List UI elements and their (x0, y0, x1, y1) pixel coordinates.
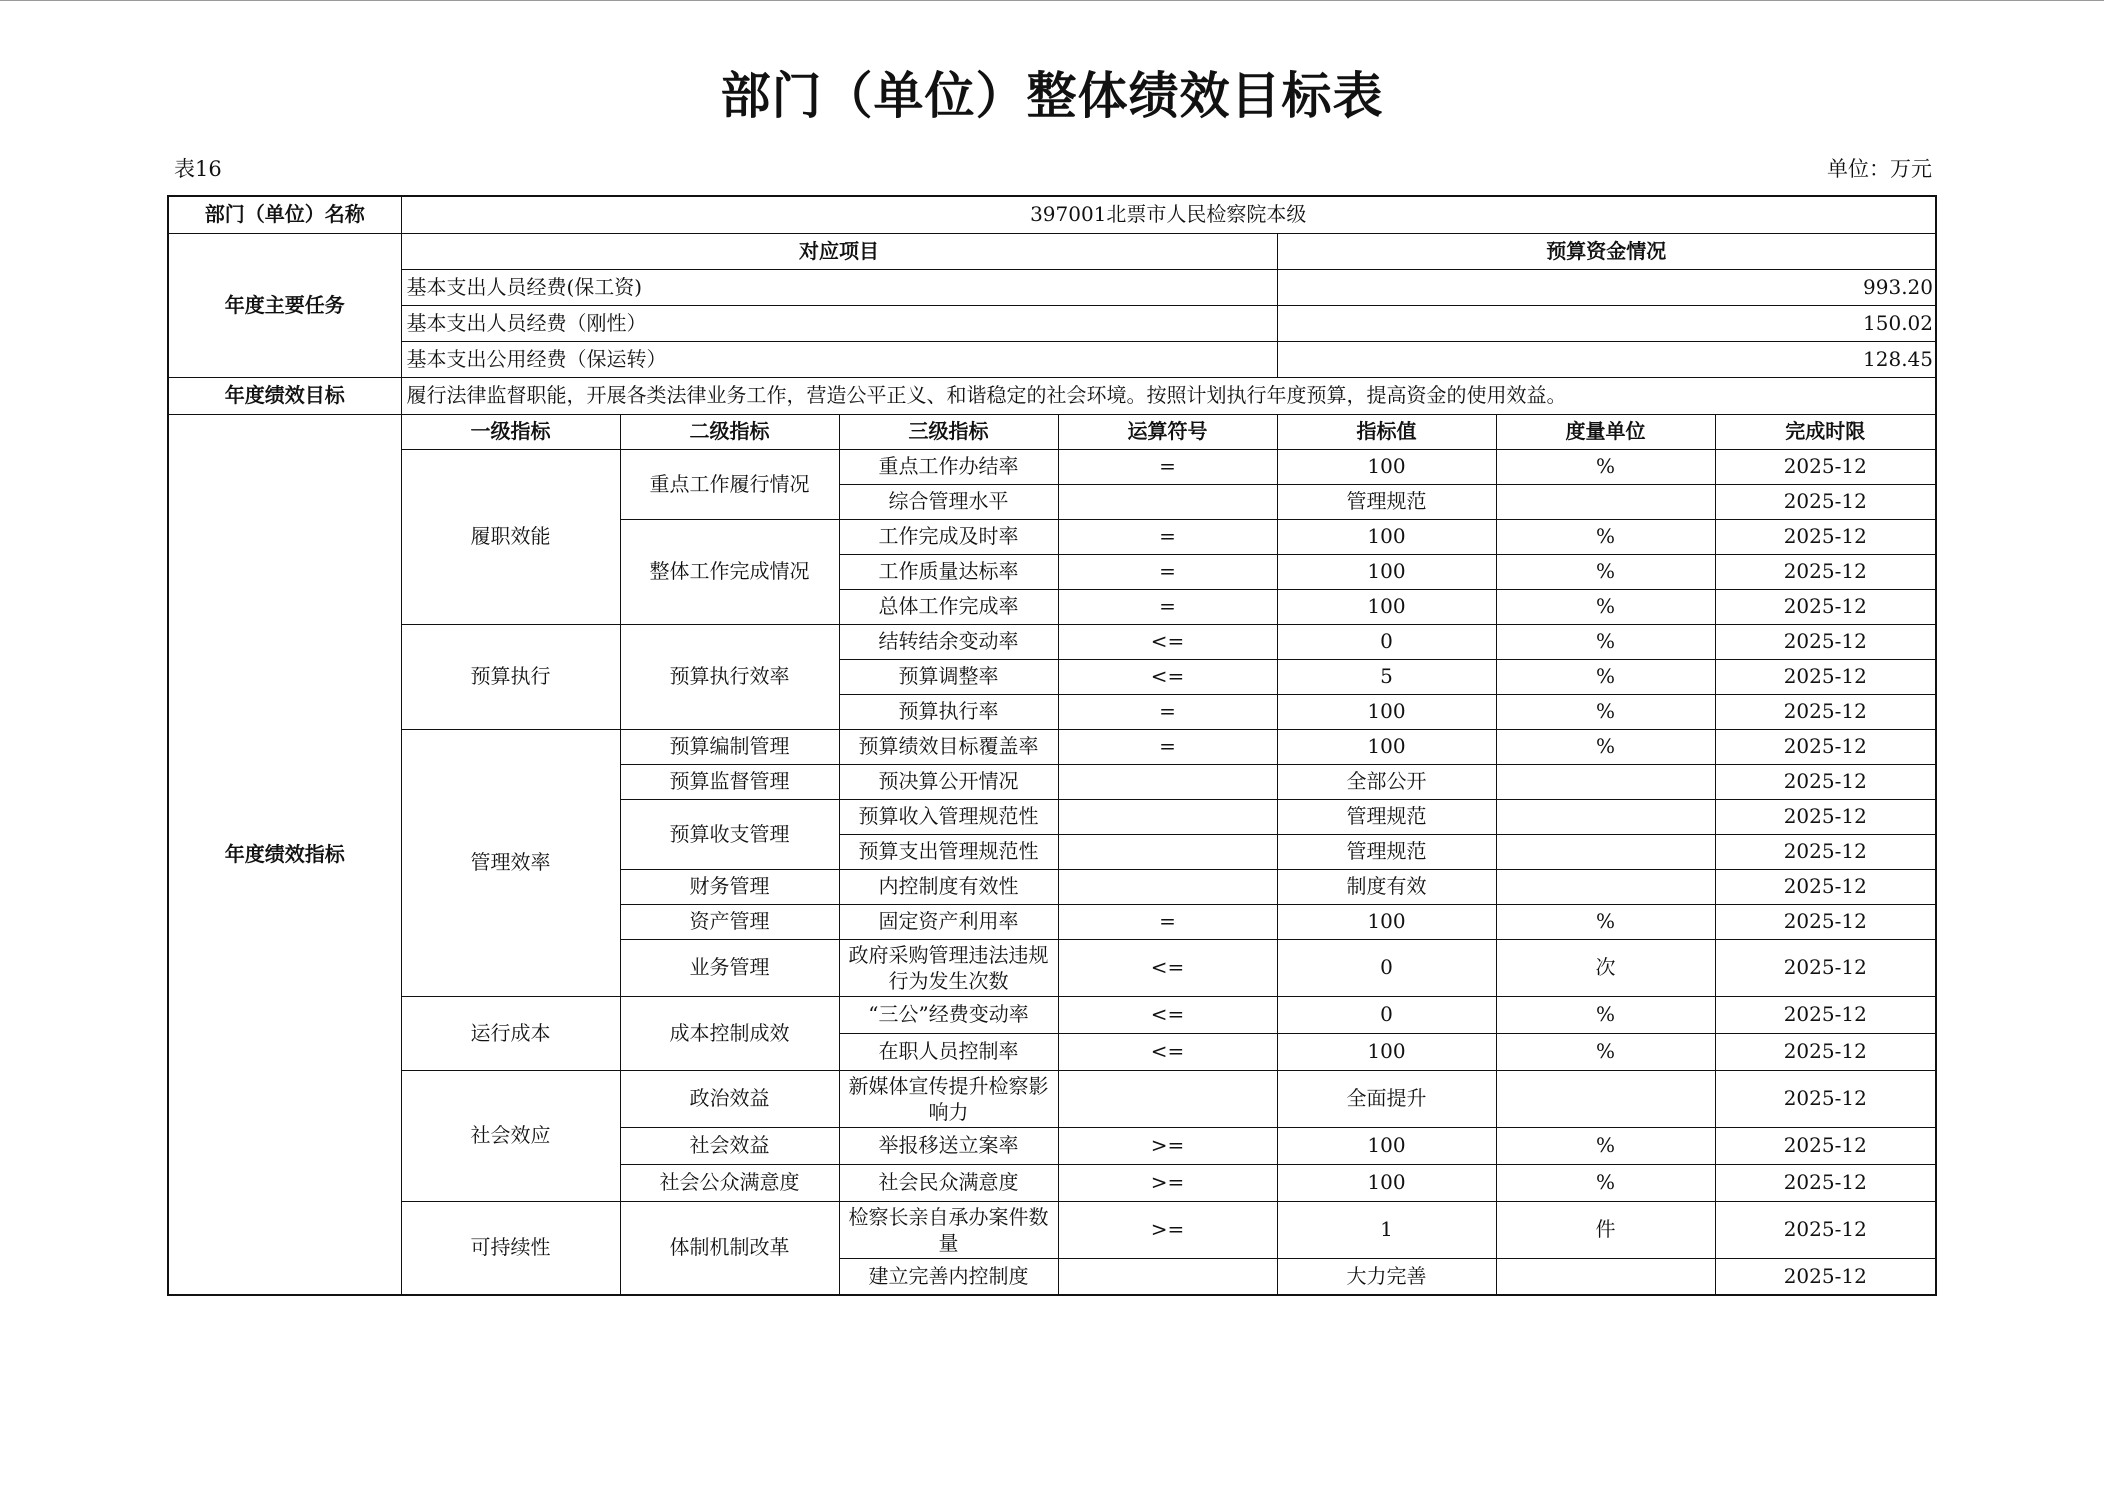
task-amount: 150.02 (1277, 305, 1936, 341)
value-cell: 100 (1277, 554, 1496, 589)
level2-cell: 预算监督管理 (620, 764, 839, 799)
header-operator: 运算符号 (1058, 414, 1277, 449)
header-level3: 三级指标 (839, 414, 1058, 449)
level3-cell: 重点工作办结率 (839, 449, 1058, 484)
value-cell: 100 (1277, 1164, 1496, 1201)
value-cell: 100 (1277, 449, 1496, 484)
level2-cell: 预算收支管理 (620, 799, 839, 869)
operator-cell (1058, 1258, 1277, 1295)
annual-indicators-label: 年度绩效指标 (168, 414, 401, 1295)
deadline-cell: 2025-12 (1715, 659, 1936, 694)
deadline-cell: 2025-12 (1715, 554, 1936, 589)
header-unit: 度量单位 (1496, 414, 1715, 449)
level3-cell: 预算收入管理规范性 (839, 799, 1058, 834)
deadline-cell: 2025-12 (1715, 589, 1936, 624)
table-row (168, 624, 1936, 659)
operator-cell: = (1058, 729, 1277, 764)
table-row (168, 729, 1936, 764)
annual-tasks-label: 年度主要任务 (168, 233, 401, 377)
operator-cell (1058, 1070, 1277, 1127)
deadline-cell: 2025-12 (1715, 694, 1936, 729)
level3-cell: 预决算公开情况 (839, 764, 1058, 799)
unit-cell: % (1496, 694, 1715, 729)
operator-cell: = (1058, 904, 1277, 939)
table-row (168, 996, 1936, 1033)
header-level1: 一级指标 (401, 414, 620, 449)
dept-name-label: 部门（单位）名称 (168, 196, 401, 233)
table-row (168, 449, 1936, 484)
level3-cell: 内控制度有效性 (839, 869, 1058, 904)
operator-cell (1058, 869, 1277, 904)
value-cell: 0 (1277, 624, 1496, 659)
operator-cell: <= (1058, 939, 1277, 996)
operator-cell (1058, 764, 1277, 799)
unit-cell: % (1496, 904, 1715, 939)
deadline-cell: 2025-12 (1715, 1201, 1936, 1258)
operator-cell: <= (1058, 996, 1277, 1033)
operator-cell: <= (1058, 624, 1277, 659)
table-row (168, 1201, 1936, 1258)
level3-cell: 预算执行率 (839, 694, 1058, 729)
unit-cell (1496, 799, 1715, 834)
value-cell: 100 (1277, 904, 1496, 939)
table-row (168, 377, 1936, 414)
table-row (168, 341, 1936, 377)
level2-cell: 社会效益 (620, 1127, 839, 1164)
unit-cell (1496, 1070, 1715, 1127)
unit-cell (1496, 484, 1715, 519)
value-cell: 管理规范 (1277, 834, 1496, 869)
unit-cell: % (1496, 449, 1715, 484)
operator-cell: >= (1058, 1127, 1277, 1164)
annual-goal-label: 年度绩效目标 (168, 377, 401, 414)
unit-cell: % (1496, 1033, 1715, 1070)
header-deadline: 完成时限 (1715, 414, 1936, 449)
page-title: 部门（单位）整体绩效目标表 (720, 67, 1384, 125)
annual-goal-text: 履行法律监督职能，开展各类法律业务工作，营造公平正义、和谐稳定的社会环境。按照计划执行年度预算，提高资金的使用效益。 (401, 377, 1936, 414)
deadline-cell: 2025-12 (1715, 939, 1936, 996)
operator-cell: = (1058, 589, 1277, 624)
deadline-cell: 2025-12 (1715, 996, 1936, 1033)
operator-cell: = (1058, 694, 1277, 729)
level3-cell: 建立完善内控制度 (839, 1258, 1058, 1295)
budget-funds-header: 预算资金情况 (1277, 233, 1936, 269)
level3-cell: 举报移送立案率 (839, 1127, 1058, 1164)
level3-cell: 预算绩效目标覆盖率 (839, 729, 1058, 764)
header-value: 指标值 (1277, 414, 1496, 449)
deadline-cell: 2025-12 (1715, 484, 1936, 519)
level3-cell: 新媒体宣传提升检察影响力 (839, 1070, 1058, 1127)
value-cell: 100 (1277, 1127, 1496, 1164)
level2-cell: 财务管理 (620, 869, 839, 904)
unit-cell (1496, 834, 1715, 869)
level2-cell: 预算执行效率 (620, 624, 839, 729)
value-cell: 100 (1277, 1033, 1496, 1070)
deadline-cell: 2025-12 (1715, 1033, 1936, 1070)
level3-cell: 总体工作完成率 (839, 589, 1058, 624)
value-cell: 制度有效 (1277, 869, 1496, 904)
level2-cell: 重点工作履行情况 (620, 449, 839, 519)
deadline-cell: 2025-12 (1715, 1127, 1936, 1164)
operator-cell: >= (1058, 1164, 1277, 1201)
deadline-cell: 2025-12 (1715, 1164, 1936, 1201)
deadline-cell: 2025-12 (1715, 904, 1936, 939)
operator-cell (1058, 834, 1277, 869)
level2-cell: 成本控制成效 (620, 996, 839, 1070)
table-row (168, 1070, 1936, 1127)
level3-cell: 预算调整率 (839, 659, 1058, 694)
value-cell: 0 (1277, 996, 1496, 1033)
level3-cell: “三公”经费变动率 (839, 996, 1058, 1033)
operator-cell: >= (1058, 1201, 1277, 1258)
deadline-cell: 2025-12 (1715, 764, 1936, 799)
task-project: 基本支出公用经费（保运转） (401, 341, 1277, 377)
unit-cell (1496, 869, 1715, 904)
level2-cell: 体制机制改革 (620, 1201, 839, 1295)
level1-cell: 履职效能 (401, 449, 620, 624)
value-cell: 0 (1277, 939, 1496, 996)
unit-cell: % (1496, 589, 1715, 624)
unit-cell: % (1496, 729, 1715, 764)
deadline-cell: 2025-12 (1715, 799, 1936, 834)
level3-cell: 综合管理水平 (839, 484, 1058, 519)
operator-cell (1058, 799, 1277, 834)
unit-cell: % (1496, 1127, 1715, 1164)
level2-cell: 业务管理 (620, 939, 839, 996)
unit-cell: % (1496, 624, 1715, 659)
operator-cell: <= (1058, 1033, 1277, 1070)
value-cell: 管理规范 (1277, 484, 1496, 519)
header-level2: 二级指标 (620, 414, 839, 449)
value-cell: 全部公开 (1277, 764, 1496, 799)
table-row (168, 233, 1936, 269)
level3-cell: 社会民众满意度 (839, 1164, 1058, 1201)
unit-cell: % (1496, 659, 1715, 694)
value-cell: 管理规范 (1277, 799, 1496, 834)
unit-cell: 次 (1496, 939, 1715, 996)
unit-label: 单位：万元 (1827, 157, 1932, 181)
value-cell: 全面提升 (1277, 1070, 1496, 1127)
level1-cell: 可持续性 (401, 1201, 620, 1295)
level3-cell: 检察长亲自承办案件数量 (839, 1201, 1058, 1258)
operator-cell: = (1058, 519, 1277, 554)
top-rule (0, 0, 2104, 1)
unit-cell: % (1496, 996, 1715, 1033)
operator-cell: <= (1058, 659, 1277, 694)
value-cell: 100 (1277, 694, 1496, 729)
unit-cell (1496, 764, 1715, 799)
level1-cell: 运行成本 (401, 996, 620, 1070)
table-row (168, 269, 1936, 305)
dept-name-value: 397001北票市人民检察院本级 (401, 196, 1936, 233)
level2-cell: 社会公众满意度 (620, 1164, 839, 1201)
task-project: 基本支出人员经费(保工资) (401, 269, 1277, 305)
unit-cell: % (1496, 1164, 1715, 1201)
unit-cell (1496, 1258, 1715, 1295)
value-cell: 100 (1277, 589, 1496, 624)
level1-cell: 管理效率 (401, 729, 620, 996)
deadline-cell: 2025-12 (1715, 519, 1936, 554)
value-cell: 5 (1277, 659, 1496, 694)
level3-cell: 工作质量达标率 (839, 554, 1058, 589)
level2-cell: 预算编制管理 (620, 729, 839, 764)
level3-cell: 工作完成及时率 (839, 519, 1058, 554)
table-row (168, 196, 1936, 233)
deadline-cell: 2025-12 (1715, 1258, 1936, 1295)
deadline-cell: 2025-12 (1715, 729, 1936, 764)
operator-cell: = (1058, 449, 1277, 484)
level2-cell: 政治效益 (620, 1070, 839, 1127)
level2-cell: 资产管理 (620, 904, 839, 939)
level3-cell: 预算支出管理规范性 (839, 834, 1058, 869)
unit-cell: 件 (1496, 1201, 1715, 1258)
deadline-cell: 2025-12 (1715, 624, 1936, 659)
performance-target-table (167, 195, 1937, 1296)
table-row (168, 414, 1936, 449)
unit-cell: % (1496, 554, 1715, 589)
level1-cell: 社会效应 (401, 1070, 620, 1201)
level2-cell: 整体工作完成情况 (620, 519, 839, 624)
value-cell: 100 (1277, 729, 1496, 764)
deadline-cell: 2025-12 (1715, 869, 1936, 904)
deadline-cell: 2025-12 (1715, 1070, 1936, 1127)
task-amount: 993.20 (1277, 269, 1936, 305)
level3-cell: 政府采购管理违法违规行为发生次数 (839, 939, 1058, 996)
operator-cell: = (1058, 554, 1277, 589)
corresponding-project-header: 对应项目 (401, 233, 1277, 269)
table-number: 表16 (174, 157, 222, 181)
task-project: 基本支出人员经费（刚性） (401, 305, 1277, 341)
table-row (168, 305, 1936, 341)
value-cell: 100 (1277, 519, 1496, 554)
value-cell: 1 (1277, 1201, 1496, 1258)
deadline-cell: 2025-12 (1715, 449, 1936, 484)
unit-cell: % (1496, 519, 1715, 554)
level3-cell: 结转结余变动率 (839, 624, 1058, 659)
value-cell: 大力完善 (1277, 1258, 1496, 1295)
level3-cell: 固定资产利用率 (839, 904, 1058, 939)
task-amount: 128.45 (1277, 341, 1936, 377)
level3-cell: 在职人员控制率 (839, 1033, 1058, 1070)
deadline-cell: 2025-12 (1715, 834, 1936, 869)
level1-cell: 预算执行 (401, 624, 620, 729)
operator-cell (1058, 484, 1277, 519)
